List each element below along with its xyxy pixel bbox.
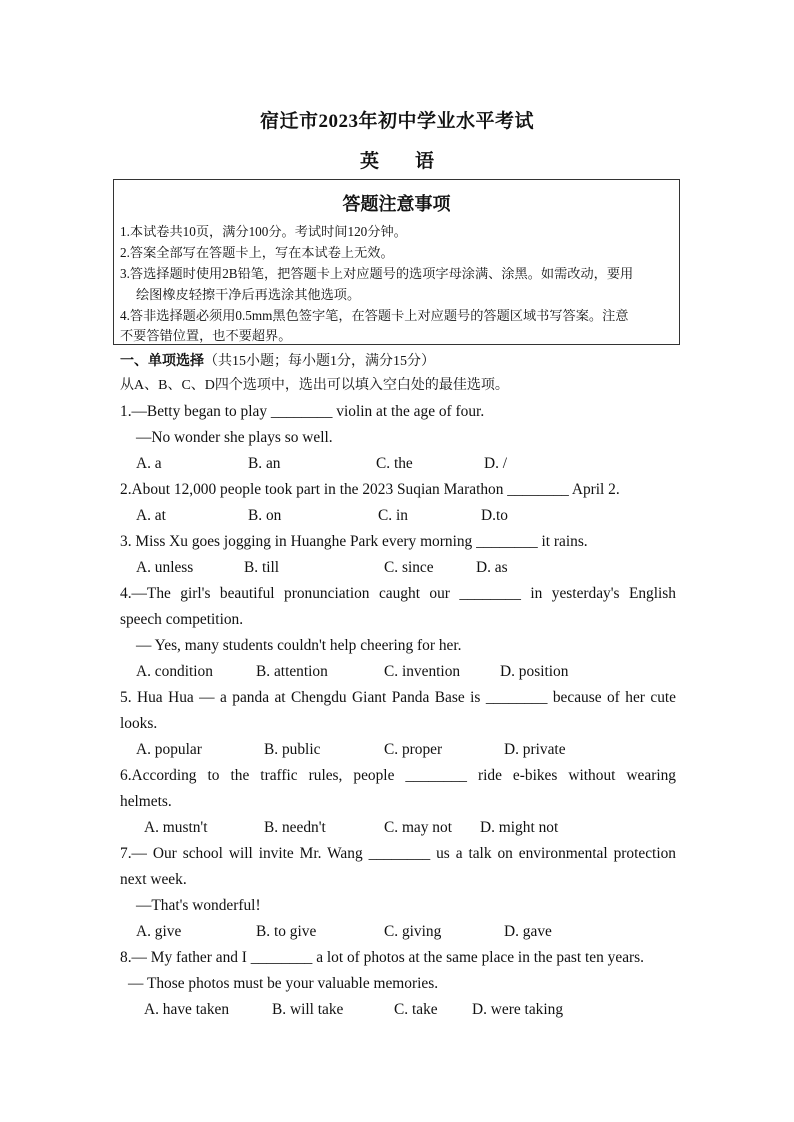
question-5-option-c: C. proper xyxy=(384,741,443,758)
question-7-stem-cont: next week. xyxy=(120,871,187,888)
section-instruction: 从A、B、C、D四个选项中，选出可以填入空白处的最佳选项。 xyxy=(120,378,509,393)
notice-title: 答题注意事项 xyxy=(342,194,451,214)
question-4-stem-cont: speech competition. xyxy=(120,611,244,628)
question-8-option-a: A. have taken xyxy=(144,1001,230,1018)
question-7-option-a: A. give xyxy=(136,923,182,940)
question-8-option-b: B. will take xyxy=(272,1001,344,1018)
question-7-stem: 7.— Our school will invite Mr. Wang ________ us a talk on environmental protection xyxy=(120,845,676,862)
question-1-option-b: B. an xyxy=(248,455,281,472)
question-2-stem: 2.About 12,000 people took part in the 2023 Suqian Marathon ________ April 2. xyxy=(120,481,620,498)
question-3-option-d: D. as xyxy=(476,559,508,576)
question-1-option-a: A. a xyxy=(136,455,162,472)
question-1-stem: 1.—Betty began to play ________ violin at the age of four. xyxy=(120,403,485,420)
question-4-option-d: D. position xyxy=(500,663,569,680)
question-8-stem: 8.— My father and I ________ a lot of photos at the same place in the past ten years. xyxy=(120,949,644,966)
question-6-option-b: B. needn't xyxy=(264,819,326,836)
question-3-option-a: A. unless xyxy=(136,559,194,576)
question-3-stem: 3. Miss Xu goes jogging in Huanghe Park every morning ________ it rains. xyxy=(120,533,588,550)
question-1-option-c: C. the xyxy=(376,455,413,472)
question-1-option-d: D. / xyxy=(484,455,508,472)
question-5-option-b: B. public xyxy=(264,741,321,758)
question-6-option-d: D. might not xyxy=(480,819,559,836)
question-5-option-d: D. private xyxy=(504,741,566,758)
subject-char-1: 英 xyxy=(359,151,379,172)
question-7-reply: —That's wonderful! xyxy=(136,897,261,914)
question-4-option-c: C. invention xyxy=(384,663,461,680)
question-5-option-a: A. popular xyxy=(136,741,202,758)
subject-title xyxy=(0,146,794,173)
question-3-option-b: B. till xyxy=(244,559,280,576)
notice-line-2: 2.答案全部写在答题卡上，写在本试卷上无效。 xyxy=(120,245,394,260)
question-8-option-c: C. take xyxy=(394,1001,438,1018)
question-7-option-d: D. gave xyxy=(504,923,552,940)
section-heading-bold: 一、单项选择 xyxy=(120,354,204,369)
question-2-option-d: D.to xyxy=(481,507,508,524)
question-7-option-b: B. to give xyxy=(256,923,317,940)
notice-box xyxy=(113,179,680,345)
question-3-option-c: C. since xyxy=(384,559,434,576)
section-heading-detail: （共15小题；每小题1分，满分15分） xyxy=(204,354,435,369)
question-2-option-b: B. on xyxy=(248,507,282,524)
question-4-option-a: A. condition xyxy=(136,663,213,680)
notice-line-1: 1.本试卷共10页，满分100分。考试时间120分钟。 xyxy=(120,224,407,239)
exam-title: 宿迁市2023年初中学业水平考试 xyxy=(259,111,534,132)
question-8-reply: — Those photos must be your valuable memories. xyxy=(128,975,439,992)
question-6-stem: 6.According to the traffic rules, people ________ ride e-bikes without wearing xyxy=(120,767,676,784)
question-1-reply: —No wonder she plays so well. xyxy=(136,429,333,446)
notice-line-3: 3.答选择题时使用2B铅笔，把答题卡上对应题号的选项字母涂满、涂黑。如需改动，要用 xyxy=(120,266,634,281)
question-6-option-a: A. mustn't xyxy=(144,819,208,836)
question-6-stem-cont: helmets. xyxy=(120,793,172,810)
question-6-option-c: C. may not xyxy=(384,819,452,836)
section-heading xyxy=(120,350,435,370)
subject-char-2: 语 xyxy=(415,151,435,172)
question-5-stem: 5. Hua Hua — a panda at Chengdu Giant Panda Base is ________ because of her cute xyxy=(120,689,676,706)
question-4-stem: 4.—The girl's beautiful pronunciation caught our ________ in yesterday's English xyxy=(120,585,676,602)
question-5-stem-cont: looks. xyxy=(120,715,158,732)
question-2-option-a: A. at xyxy=(136,507,166,524)
notice-line-3-cont: 绘图橡皮轻擦干净后再选涂其他选项。 xyxy=(136,287,361,302)
notice-line-4: 4.答非选择题必须用0.5mm黑色签字笔，在答题卡上对应题号的答题区域书写答案。注意 xyxy=(120,308,629,323)
question-4-option-b: B. attention xyxy=(256,663,328,680)
question-2-option-c: C. in xyxy=(378,507,408,524)
question-4-reply: — Yes, many students couldn't help cheering for her. xyxy=(136,637,462,654)
question-7-option-c: C. giving xyxy=(384,923,442,940)
question-8-option-d: D. were taking xyxy=(472,1001,564,1018)
notice-line-4-cont: 不要答错位置，也不要超界。 xyxy=(120,328,292,343)
